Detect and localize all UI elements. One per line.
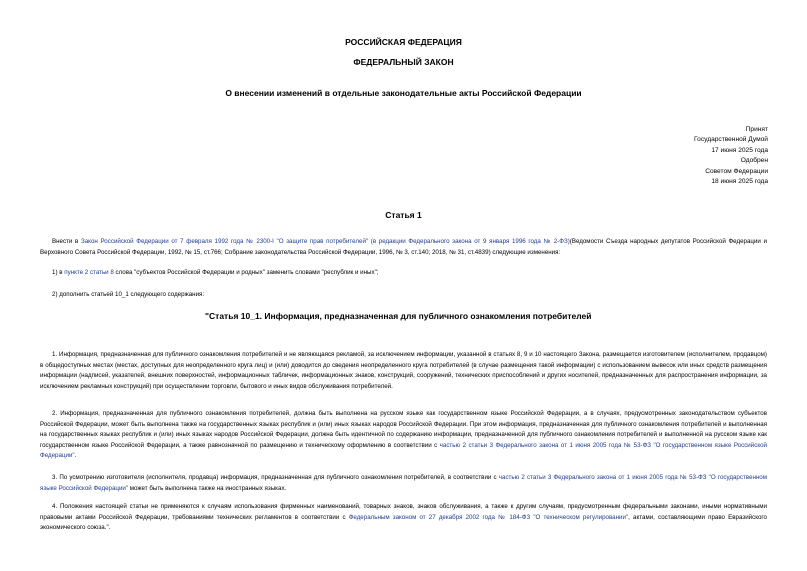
adopted-label: Принят (745, 126, 768, 133)
adopted-by: Государственной Думой (694, 136, 768, 144)
state-language-law-link[interactable]: частью 2 статьи 3 Федерального закона от 1 июня 2005 года № 53-ФЗ "О государственном языке Российской Федерации" (40, 441, 767, 460)
article-10-1-para-1: 1. Информация, предназначенная для публичного ознакомления потребителей и не являющаяся рекламой, за исключением информации, указанной в статьях 8, 9 и 10 настоящего Закона, размещается изготовителем (исполнителем, продавцом) в общедоступных местах (местах, доступных для неопределенного круга лиц) и (или) доводится до сведения неопределенного круга потребителей (в случае размещения такой информации) с использованием вывесок или иных средств размещения информации (надписей, указателей, внешних поверхностей, информационных табличек, информационных знаков, конструкций, сооружений, технических приспособлений и других носителей, предназначенных для распространения информации, за исключением рекламных конструкций) при осуществлении торговли, бытового и иных видов обслуживания потребителей. (40, 351, 767, 390)
article-1-intro: Внести в Закон Российской Федерации от 7 февраля 1992 года № 2300-I "О защите прав потребителей" (в редакции Федерального закона от 9 января 1996 года № 2-ФЗ)(Ведомости Съезда народных депутатов Российской Федерации и Верховного Совета Российской Федерации, 1992, № 15, ст.766; Собрание законодательства Российской Федерации, 1996, № 3, ст.140; 2018, № 31, ст.4839) следующие изменения: (40, 238, 767, 256)
law-title: О внесении изменений в отдельные законодательные акты Российской Федерации (225, 88, 582, 98)
consumer-rights-law-link[interactable]: Закон Российской Федерации от 7 февраля 1992 года № 2300-I "О защите прав потребителей" (в редакции Федерального закона от 9 января 1996 года № 2-ФЗ) (80, 238, 570, 245)
article-8-link[interactable]: пункте 2 статьи 8 (64, 269, 114, 276)
article-10-1-para-3: 3. По усмотрению изготовителя (исполнителя, продавца) информация, предназначенная для публичного ознакомления потребителей, в соответствии с частью 2 статьи 3 Федерального закона от 1 июня 2005 года № 53-ФЗ "О государственном языке Российской Федерации" может быть выполнена также на иностранных языках. (40, 474, 767, 492)
article-1-item-1: 1) в пункте 2 статьи 8 слова "субъектов Российской Федерации и родных" заменить словами "республик и иных"; (52, 269, 379, 276)
article-10-1-para-2: 2. Информация, предназначенная для публичного ознакомления потребителей, должна быть выполнена на русском языке как государственном языке Российской Федерации, а в случаях, предусмотренных законодательством субъектов Российской Федерации, может быть выполнена также на государственных языках республик и (или) иных языках народов Российской Федерации. При этом информация, предназначенная для публичного ознакомления потребителей и выполненная на государственных языках республик и (или) иных языках народов Российской Федерации, должна быть идентичной по содержанию информации, предназначенной для публичного ознакомления потребителей и выполненной на русском языке как государственном языке Российской Федерации, а также равнозначной по размещению и техническому оформлению в соответствии с частью 2 статьи 3 Федерального закона от 1 июня 2005 года № 53-ФЗ "О государственном языке Российской Федерации". (40, 410, 767, 460)
state-language-law-link-2[interactable]: частью 2 статьи 3 Федерального закона от 1 июня 2005 года № 53-ФЗ "О государственном языке Российской Федерации" (40, 474, 767, 492)
article-10-1-para-4: 4. Положения настоящей статьи не применяются к случаям использования фирменных наименований, товарных знаков, знаков обслуживания, а также к другим случаям, предусмотренным федеральными законами, иными нормативными правовыми актами Российской Федерации, требованиями технических регламентов в соответствии с Федеральным законом от 27 декабря 2002 года № 184-ФЗ "О техническом регулировании", актами, составляющими право Евразийского экономического союза.". (40, 503, 767, 532)
adopted-date: 17 июня 2025 года (711, 146, 768, 154)
article-1-heading: Статья 1 (385, 210, 422, 220)
law-type-heading: ФЕДЕРАЛЬНЫЙ ЗАКОН (353, 57, 454, 67)
country-heading: РОССИЙСКАЯ ФЕДЕРАЦИЯ (345, 37, 462, 47)
article-10-1-heading: "Статья 10_1. Информация, предназначенная для публичного ознакомления потребителей (205, 311, 592, 321)
article-1-item-2: 2) дополнить статьей 10_1 следующего содержания: (52, 291, 205, 298)
approved-label: Одобрен (740, 157, 768, 165)
approved-by: Советом Федерации (705, 167, 768, 175)
adoption-block (560, 125, 768, 187)
technical-regulation-law-link[interactable]: Федеральным законом от 27 декабря 2002 года № 184-ФЗ "О техническом регулировании" (348, 513, 629, 521)
approved-date: 18 июня 2025 года (711, 178, 768, 186)
